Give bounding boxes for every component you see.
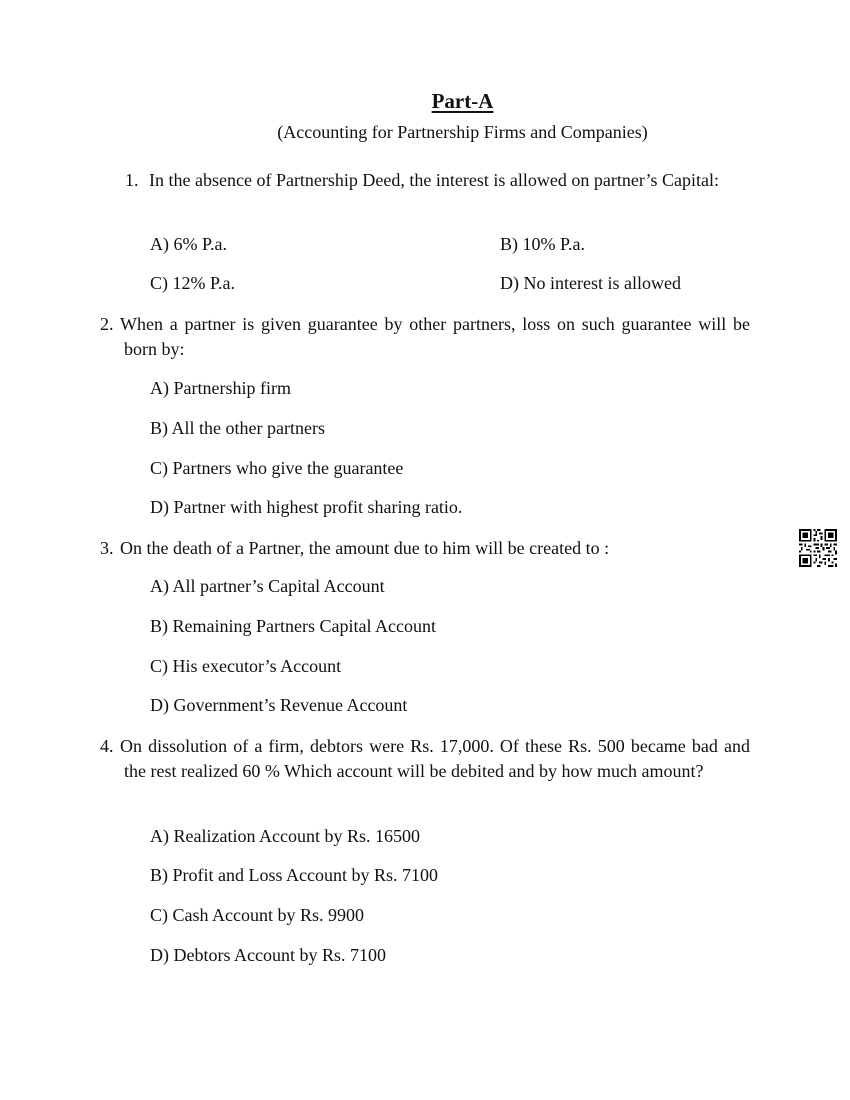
question-3-option-b: B) Remaining Partners Capital Account [150, 616, 436, 636]
question-4-option-c: C) Cash Account by Rs. 9900 [150, 905, 364, 925]
question-3-number: 3. [100, 538, 114, 558]
question-1 [125, 168, 750, 193]
question-2-text: When a partner is given guarantee by other partners, loss on such guarantee will be born by: [120, 314, 750, 359]
question-4-option-a: A) Realization Account by Rs. 16500 [150, 826, 420, 846]
question-1-option-b: B) 10% P.a. [500, 234, 585, 254]
question-1-text: In the absence of Partnership Deed, the interest is allowed on partner’s Capital: [149, 170, 719, 190]
question-4-option-b: B) Profit and Loss Account by Rs. 7100 [150, 865, 438, 885]
page-title: Part-A [431, 89, 494, 113]
question-2 [100, 312, 750, 362]
question-1-option-a: A) 6% P.a. [150, 234, 227, 254]
question-3-option-c: C) His executor’s Account [150, 656, 342, 676]
page-subtitle: (Accounting for Partnership Firms and Companies) [277, 122, 648, 142]
question-2-option-a: A) Partnership firm [150, 378, 291, 398]
question-3-option-d: D) Government’s Revenue Account [150, 695, 408, 715]
question-4 [100, 734, 750, 784]
question-2-option-b: B) All the other partners [150, 418, 325, 438]
question-4-text: On dissolution of a firm, debtors were Rs. 17,000. Of these Rs. 500 became bad and the rest realized 60 % Which account will be debited and by how much amount? [120, 736, 750, 781]
qr-code-icon [799, 529, 837, 567]
question-3-text: On the death of a Partner, the amount due to him will be created to : [120, 538, 610, 558]
question-4-option-d: D) Debtors Account by Rs. 7100 [150, 945, 386, 965]
question-1-number: 1. [125, 170, 139, 190]
question-2-number: 2. [100, 314, 114, 334]
question-3-option-a: A) All partner’s Capital Account [150, 576, 385, 596]
question-2-option-c: C) Partners who give the guarantee [150, 458, 404, 478]
question-3 [100, 536, 750, 561]
question-4-number: 4. [100, 736, 114, 756]
question-1-option-c: C) 12% P.a. [150, 273, 235, 293]
question-1-option-d: D) No interest is allowed [500, 273, 681, 293]
question-2-option-d: D) Partner with highest profit sharing ratio. [150, 497, 463, 517]
